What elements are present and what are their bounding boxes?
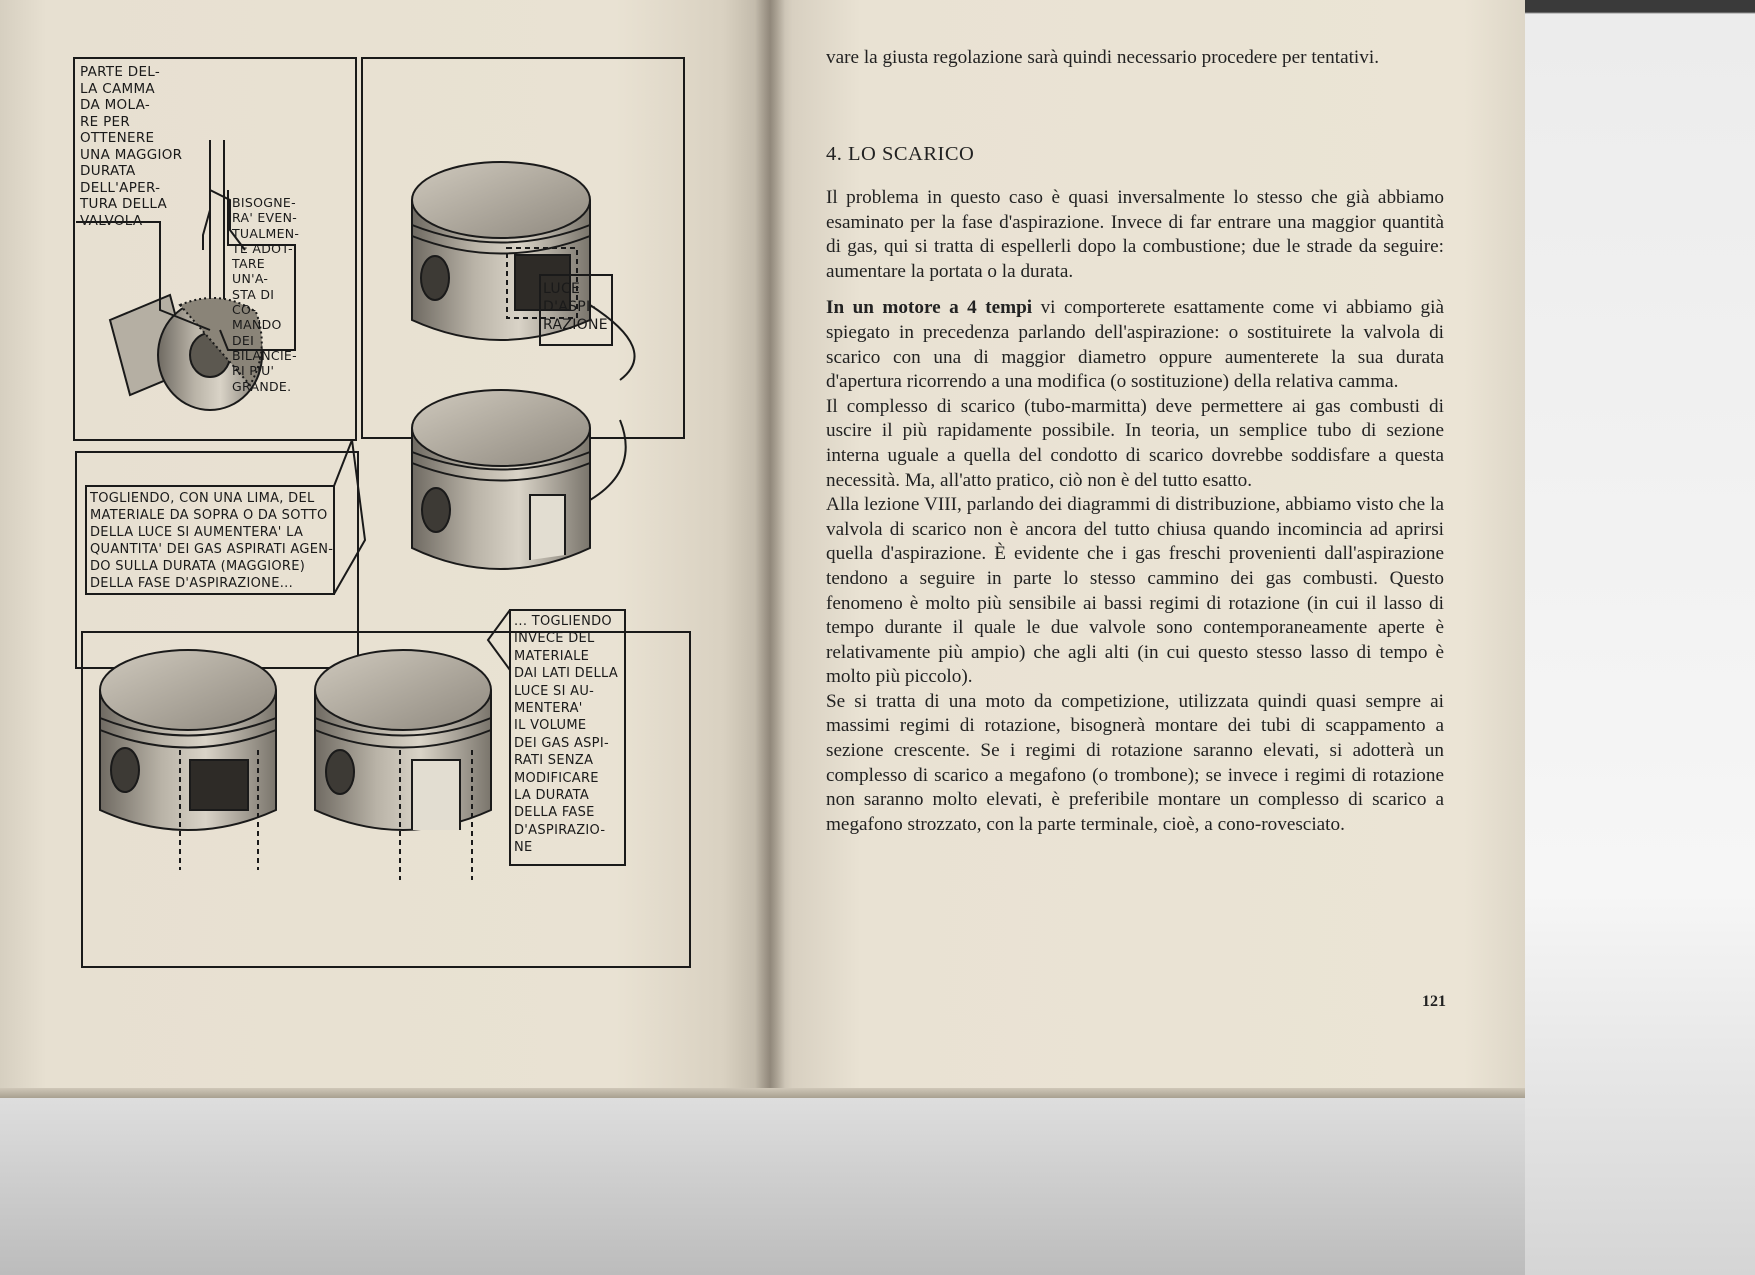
section-heading: 4. LO SCARICO [826,143,975,165]
piston-illustration [60,50,710,985]
caption-pushrod: BISOGNE- RA' EVEN- TUALMEN- TE ADOT- TARE UN'A- STA DI CO- MANDO DEI BILANCIE- RI PIU' GRANDE. [232,195,300,394]
caption-filing-sides: ... TOGLIENDO INVECE DEL MATERIALE DAI LATI DELLA LUCE SI AU- MENTERA' IL VOLUME DEI GAS ASPI- RATI SENZA MODIFICARE LA DURATA DELLA FASE D'ASPIRAZIO- NE [514,614,619,856]
scanner-edge [1525,0,1755,1275]
intro-paragraph [826,46,1444,71]
paragraph-2-bold: In un motore a 4 tempi [826,297,1033,319]
book-bottom-edge [0,1088,1525,1098]
paragraph-4: Alla lezione VIII, parlando dei diagrammi di distribuzione, abbiamo visto che la valvola di scarico non è ancora del tutto chiusa quando incomincia ad aprirsi quella d'aspirazione. È evidente che i gas freschi provenienti dall'aspirazione tendono a seguire in parte lo stesso cammino dei gas combusti. Questo fenomeno è molto più sensibile ai bassi regimi di rotazione (in cui il lasso di tempo durante il quale le due valvole sono contemporaneamente aperte è relativamente più ampio) che agli alti (in cui questo stesso lasso di tempo è molto più piccolo). [826,494,1444,688]
paragraph-1: Il problema in questo caso è quasi inversalmente lo stesso che già abbiamo esaminato per la fase d'aspirazione. Invece di far entrare una maggior quantità di gas, qui si tratta di espellerli dopo la combustione; due le strade da seguire: aumentare la portata o la durata. [826,187,1444,282]
paragraph-2-text: vi comporterete esattamente come vi abbiamo già spiegato in precedenza parlando dell'aspirazione: o sostituirete la valvola di scarico con una di maggior diametro oppure aumenterete la sua durata d'apertura ricorrendo a una modifica (o sostituzione) della relativa camma. [826,297,1445,393]
intro-text: vare la giusta regolazione sarà quindi necessario procedere per tentativi. [826,47,1379,68]
caption-filing-top-bottom: TOGLIENDO, CON UNA LIMA, DEL MATERIALE DA SOPRA O DA SOTTO DELLA LUCE SI AUMENTERA' LA QUANTITA' DEI GAS ASPIRATI AGEN- DO SULLA DURATA (MAGGIORE) DELLA FASE D'ASPIRAZIONE... [90,491,334,591]
book-gutter [755,0,785,1095]
body-text [826,186,1444,837]
page-number: 121 [1422,993,1446,1010]
paragraph-5: Se si tratta di una moto da competizione, utilizzata quindi quasi sempre ai massimi regimi di rotazione, bisognerà montare dei tubi di scappamento a sezione crescente. Se i regimi di rotazione saranno elevati, si adotterà un complesso di scarico a megafono (o trombone); se invece i regimi di rotazione non saranno molto elevati, è preferibile montare un complesso di scarico a megafono strozzato, con la parte terminale, cioè, a cono-rovesciato. [826,690,1444,835]
caption-cam-grinding: PARTE DEL- LA CAMMA DA MOLA- RE PER OTTENERE UNA MAGGIOR DURATA DELL'APER- TURA DELLA VALVOLA [80,64,183,229]
paragraph-2 [826,296,1444,394]
paragraph-3: Il complesso di scarico (tubo-marmitta) deve permettere ai gas combusti di uscire il più rapidamente possibile. In teoria, un semplice tubo di sezione interna uguale a quella del condotto di scarico dovrebbe soddisfare a questa necessità. Ma, all'atto pratico, ciò non è del tutto esatto. [826,395,1444,491]
caption-intake-port: LUCE D'ASPI- RAZIONE [543,281,608,333]
